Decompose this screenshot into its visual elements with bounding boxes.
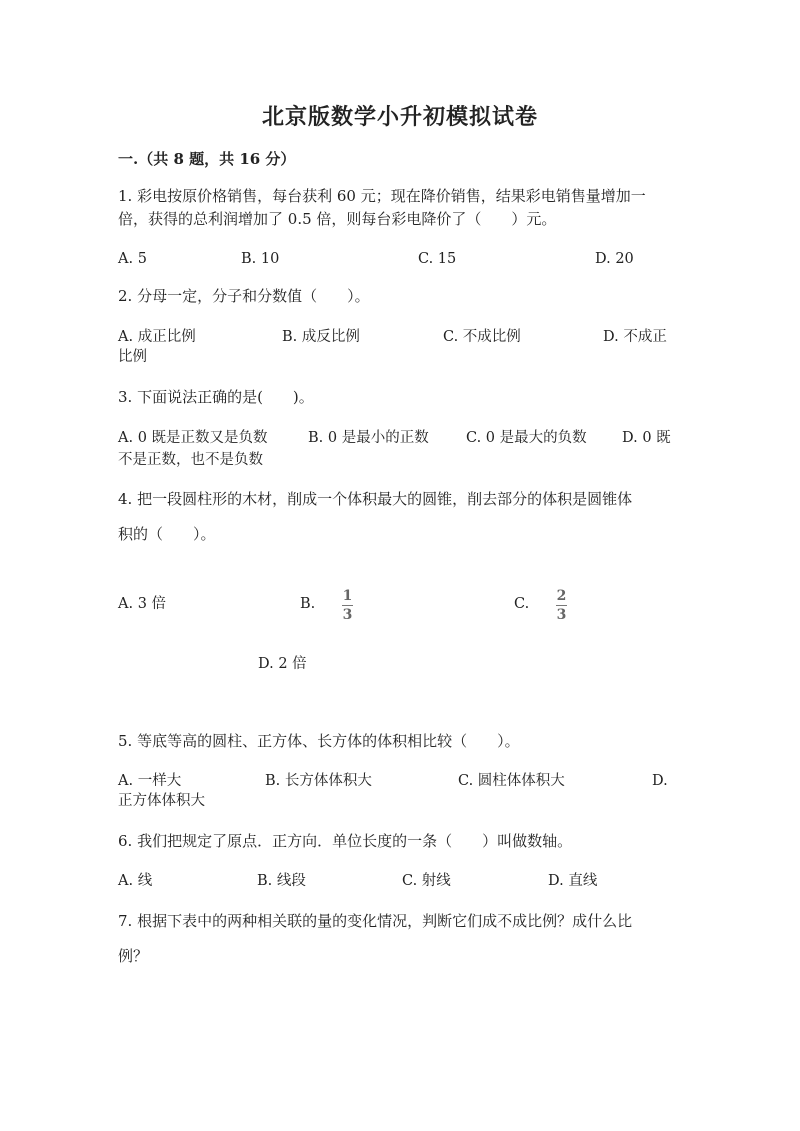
fraction-bar xyxy=(556,605,567,606)
question-3-option-d: D. 0 既 xyxy=(622,430,671,446)
question-6-option-d: D. 直线 xyxy=(548,873,598,889)
question-5-option-b: B. 长方体体积大 xyxy=(265,773,372,789)
question-6-option-c: C. 射线 xyxy=(402,873,451,889)
question-1-option-a: A. 5 xyxy=(118,251,147,267)
question-4-option-d: D. 2 倍 xyxy=(258,656,307,672)
section-heading: 一.（共 8 题，共 16 分） xyxy=(118,150,296,168)
fraction-denominator: 3 xyxy=(342,607,353,623)
question-4-option-a: A. 3 倍 xyxy=(118,596,167,612)
question-3-line-1: 3. 下面说法正确的是( )。 xyxy=(118,388,314,406)
question-7-line-1: 7. 根据下表中的两种相关联的量的变化情况，判断它们成不成比例？成什么比 xyxy=(118,912,633,930)
question-1-line-1: 1. 彩电按原价格销售，每台获利 60 元；现在降价销售，结果彩电销售量增加一 xyxy=(118,187,646,205)
question-4-option-c: C. xyxy=(514,596,530,612)
question-3-option-b: B. 0 是最小的正数 xyxy=(308,430,429,446)
question-5-option-wrap: 正方体体积大 xyxy=(118,793,205,809)
question-1-line-2: 倍，获得的总利润增加了 0.5 倍，则每台彩电降价了（ ）元。 xyxy=(118,210,557,228)
fraction-numerator: 1 xyxy=(342,588,353,604)
question-5-line-1: 5. 等底等高的圆柱、正方体、长方体的体积相比较（ ）。 xyxy=(118,732,520,750)
fraction-two-thirds xyxy=(556,589,567,622)
question-3-option-c: C. 0 是最大的负数 xyxy=(466,430,587,446)
question-7-line-2: 例？ xyxy=(118,947,149,965)
question-4-option-b: B. xyxy=(300,596,316,612)
question-2-option-d: D. 不成正 xyxy=(603,329,667,345)
fraction-one-third xyxy=(342,589,353,622)
fraction-numerator: 2 xyxy=(556,588,567,604)
fraction-denominator: 3 xyxy=(556,607,567,623)
question-2-option-a: A. 成正比例 xyxy=(118,329,196,345)
question-5-option-d: D. xyxy=(652,773,668,789)
question-6-option-a: A. 线 xyxy=(118,873,153,889)
question-2-option-c: C. 不成比例 xyxy=(443,329,521,345)
question-6-option-b: B. 线段 xyxy=(257,873,306,889)
question-2-line-1: 2. 分母一定，分子和分数值（ ）。 xyxy=(118,287,370,305)
question-1-option-c: C. 15 xyxy=(418,251,457,267)
question-6-line-1: 6. 我们把规定了原点．正方向．单位长度的一条（ ）叫做数轴。 xyxy=(118,832,573,850)
question-3-option-wrap: 不是正数，也不是负数 xyxy=(118,452,263,468)
fraction-bar xyxy=(342,605,353,606)
question-3-option-a: A. 0 既是正数又是负数 xyxy=(118,430,268,446)
question-2-option-b: B. 成反比例 xyxy=(282,329,360,345)
question-1-option-b: B. 10 xyxy=(241,251,280,267)
question-4-line-2: 积的（ ）。 xyxy=(118,525,216,543)
question-2-option-wrap: 比例 xyxy=(118,349,147,365)
question-4-line-1: 4. 把一段圆柱形的木材，削成一个体积最大的圆锥，削去部分的体积是圆锥体 xyxy=(118,490,633,508)
question-5-option-c: C. 圆柱体体积大 xyxy=(458,773,565,789)
question-5-option-a: A. 一样大 xyxy=(118,773,182,789)
question-1-option-d: D. 20 xyxy=(595,251,634,267)
page-title: 北京版数学小升初模拟试卷 xyxy=(261,104,538,130)
